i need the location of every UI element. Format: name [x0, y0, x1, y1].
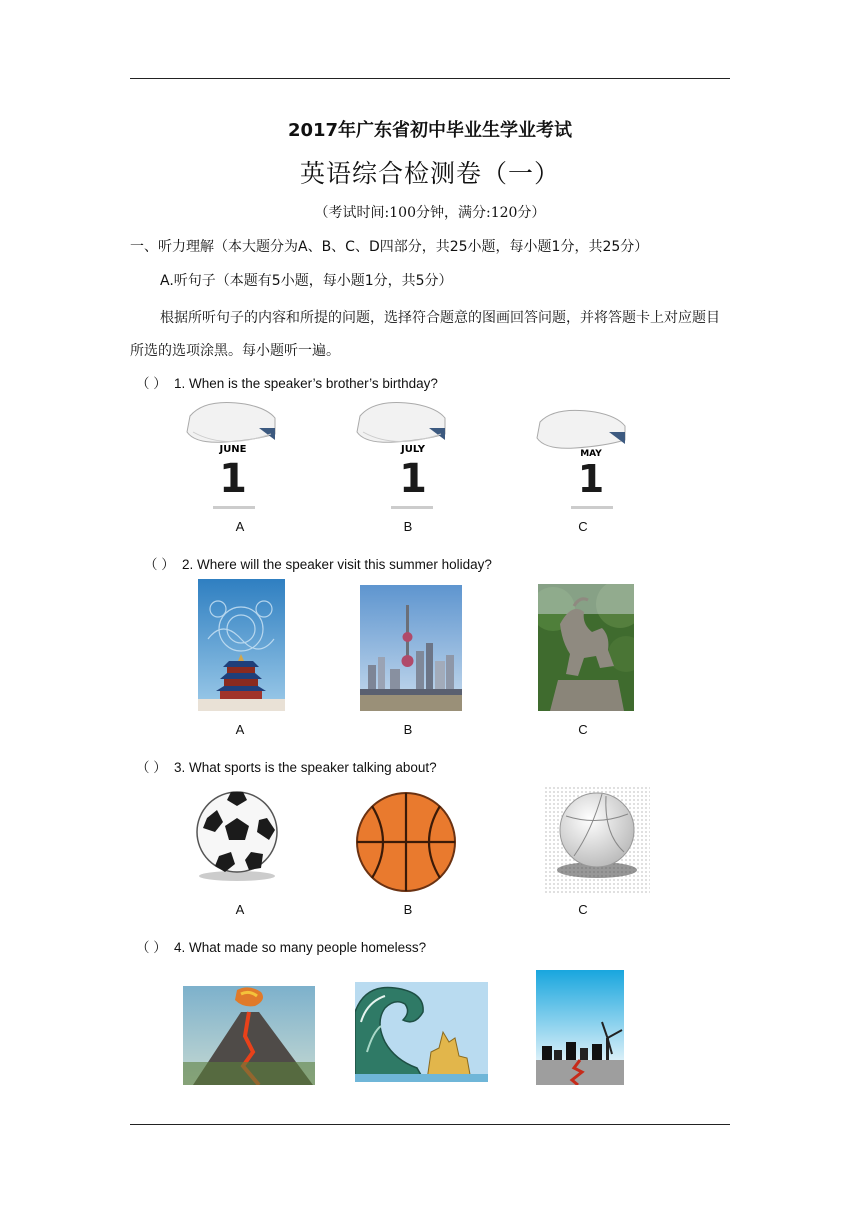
- option-label: C: [578, 722, 588, 737]
- question-text: 1. When is the speaker’s brother’s birthday?: [174, 376, 438, 391]
- option-label: B: [403, 902, 413, 917]
- question-4: [136, 936, 426, 956]
- question-text: 4. What made so many people homeless?: [174, 940, 427, 955]
- answer-blank[interactable]: （ ）: [144, 557, 175, 572]
- calendar-day: 1: [399, 456, 427, 502]
- bottom-rule: [130, 1124, 730, 1125]
- question-3: [136, 756, 437, 776]
- section-heading: 一、听力理解（本大题分为A、B、C、D四部分，共25小题，每小题1分，共25分）: [130, 239, 649, 255]
- question-text: 3. What sports is the speaker talking about?: [174, 760, 437, 775]
- five-goats-statue-image[interactable]: [538, 584, 634, 711]
- temple-of-heaven-image[interactable]: [198, 579, 285, 711]
- soccer-ball-image[interactable]: [185, 788, 285, 884]
- basketball-image[interactable]: [354, 790, 458, 894]
- calendar-day: 1: [219, 456, 247, 502]
- instructions: 根据所听句子的内容和所提的问题，选择符合题意的图画回答问题，并将答题卡上对应题目所选的选项涂黑。每小题听一遍。: [130, 310, 720, 359]
- answer-blank[interactable]: （ ）: [136, 760, 167, 775]
- shanghai-skyline-image[interactable]: [360, 585, 462, 711]
- answer-blank[interactable]: （ ）: [136, 376, 167, 391]
- exam-info: （考试时间:100分钟，满分:120分）: [314, 205, 546, 221]
- option-label: C: [578, 902, 588, 917]
- question-2: [144, 553, 492, 573]
- calendar-month: JUNE: [219, 444, 247, 455]
- question-text: 2. Where will the speaker visit this summer holiday?: [182, 557, 492, 572]
- calendar-icon[interactable]: [355, 394, 450, 514]
- calendar-icon[interactable]: [535, 404, 630, 514]
- option-label: B: [403, 519, 413, 534]
- tsunami-image[interactable]: [355, 982, 488, 1082]
- calendar-month: MAY: [580, 449, 602, 459]
- paper-subtitle: 英语综合检测卷（一）: [299, 159, 560, 188]
- volleyball-image[interactable]: [544, 786, 650, 894]
- calendar-month: JULY: [401, 444, 425, 455]
- option-label: B: [403, 722, 413, 737]
- option-label: C: [578, 519, 588, 534]
- exam-title: 2017年广东省初中毕业生学业考试: [287, 120, 573, 141]
- volcano-image[interactable]: [183, 986, 315, 1085]
- question-1: [136, 372, 438, 392]
- earthquake-image[interactable]: [536, 970, 624, 1085]
- answer-blank[interactable]: （ ）: [136, 940, 167, 955]
- calendar-icon[interactable]: [185, 394, 280, 514]
- part-a-heading: A.听句子（本题有5小题，每小题1分，共5分）: [160, 273, 453, 289]
- option-label: A: [235, 722, 245, 737]
- calendar-day: 1: [577, 457, 605, 501]
- option-label: A: [235, 902, 245, 917]
- option-label: A: [235, 519, 245, 534]
- top-rule: [130, 78, 730, 79]
